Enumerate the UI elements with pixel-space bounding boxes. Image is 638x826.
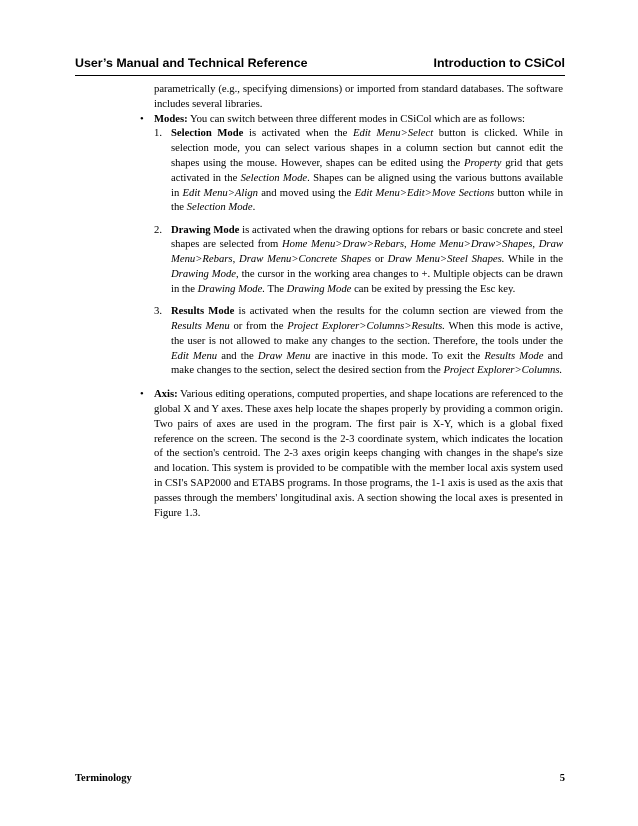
italic-reference: Home Menu>Draw>Shapes	[410, 239, 533, 251]
footer-section-name: Terminology	[75, 773, 132, 784]
text-run: . Shapes can be aligned using the various buttons available in	[171, 172, 563, 199]
text-run: or from the	[229, 320, 288, 332]
text-run: , the cursor in the working area changes to +. Multiple objects can be drawn in the	[171, 269, 563, 295]
mode-title: Selection Mode	[171, 128, 244, 140]
text-run: can be exited by pressing the Esc key.	[351, 283, 516, 295]
italic-reference: Drawing Mode	[286, 283, 352, 295]
mode-item-2	[154, 224, 563, 298]
text-run: ,	[232, 254, 240, 266]
italic-reference: Edit Menu>Select	[353, 128, 434, 140]
italic-reference: Property	[463, 157, 502, 169]
italic-reference: Edit Menu	[171, 350, 218, 362]
mode-paragraph	[171, 127, 563, 216]
intro-paragraph: parametrically (e.g., specifying dimensions) or imported from standard databases. The software includes several libraries.	[154, 84, 563, 110]
italic-reference: Drawing Mode	[171, 269, 236, 281]
mode-number: 1.	[154, 128, 162, 140]
mode-title: Results Mode	[171, 306, 235, 318]
text-run: ,	[532, 239, 539, 251]
italic-reference: Selection Mode	[186, 202, 253, 214]
text-run: ,	[404, 239, 411, 251]
mode-number: 2.	[154, 224, 162, 236]
mode-item-3	[154, 305, 563, 379]
mode-number: 3.	[154, 306, 162, 318]
italic-reference: Home Menu>Draw>Rebars	[281, 239, 405, 251]
italic-reference: Drawing Mode.	[197, 283, 265, 295]
modes-paragraph	[154, 113, 563, 128]
axis-bullet	[140, 388, 563, 521]
header-manual-title: User’s Manual and Technical Reference	[75, 56, 308, 70]
bullet-dot: •	[140, 389, 144, 401]
header-chapter-title: Introduction to CSiCol	[433, 56, 565, 70]
text-run: button while in the	[171, 187, 564, 214]
text-run: When this mode is active, the user is not allowed to make any changes to the section. Therefore, the tools under the	[171, 320, 563, 347]
text-run: and moved using the	[257, 187, 355, 199]
modes-text: You can switch between three different modes in CSiCol which are as follows:	[187, 113, 525, 125]
italic-reference: Draw Menu>Concrete Shapes	[239, 254, 372, 266]
mode-item-1	[154, 127, 563, 216]
text-run: or	[371, 254, 388, 266]
italic-reference: Project Explorer>Columns>Results.	[287, 320, 445, 332]
italic-reference: Project Explorer>Columns.	[443, 365, 563, 377]
modes-bullet	[140, 113, 563, 128]
modes-label: Modes:	[154, 113, 188, 125]
italic-reference: Edit Menu>Edit>Move Sections	[354, 187, 495, 199]
italic-reference: Draw Menu	[257, 350, 311, 362]
bullet-dot: •	[140, 113, 144, 125]
italic-reference: Draw Menu>Rebars	[171, 239, 563, 266]
italic-reference: Results Menu	[171, 320, 230, 332]
italic-reference: Edit Menu>Align	[182, 187, 258, 199]
italic-reference: Selection Mode	[240, 172, 308, 184]
text-run: and make changes to the section, select the desired section from the	[171, 350, 563, 377]
mode-title: Drawing Mode	[171, 224, 240, 236]
italic-reference: Draw Menu>Steel Shapes.	[387, 254, 505, 266]
text-run: and the	[217, 350, 258, 362]
text-run: are inactive in this mode. To exit the	[310, 350, 485, 362]
text-run: is activated when the results for the column section are viewed from the	[234, 306, 563, 318]
text-run: grid that gets activated in the	[171, 157, 563, 184]
italic-reference: Results Mode	[484, 350, 544, 362]
mode-description	[171, 128, 563, 213]
mode-paragraph	[171, 305, 563, 379]
axis-text: Various editing operations, computed properties, and shape locations are referenced to the global X and Y axes. These axes help locate the shapes properly by providing a common origin. Two pairs of axes are used in the program. The first pair is X-Y, which is a global fixed reference on the screen. The second is the 2-3 coordinate system, which indicates the location of the section's centroid. The 2-3 axes origin keeps changing with changes in the shape's size and location. This system is provided to be compatible with the member local axis system used in CSI's SAP2000 and ETABS programs. In those programs, the 1-1 axis is used as the axis that passes through the members' longitudinal axis. A section showing the local axes is presented in Figure 1.3.	[154, 389, 563, 519]
text-run: The	[265, 283, 287, 295]
page-number: 5	[559, 773, 565, 784]
axis-paragraph	[154, 388, 563, 521]
text-run: button is clicked. While in selection mode, you can select various shapes in a column section but cannot edit the shapes using the mouse. However, shapes can be edited using the	[171, 128, 563, 169]
text-run: is activated when the	[243, 128, 354, 140]
axis-label: Axis:	[154, 389, 178, 401]
mode-paragraph	[171, 224, 563, 298]
text-run: is activated when the drawing options for rebars or basic concrete and steel shapes are selected from	[171, 224, 563, 251]
text-run: .	[252, 202, 256, 214]
body-text	[140, 83, 564, 521]
header-rule	[75, 75, 565, 76]
text-run: While in the	[504, 254, 563, 266]
